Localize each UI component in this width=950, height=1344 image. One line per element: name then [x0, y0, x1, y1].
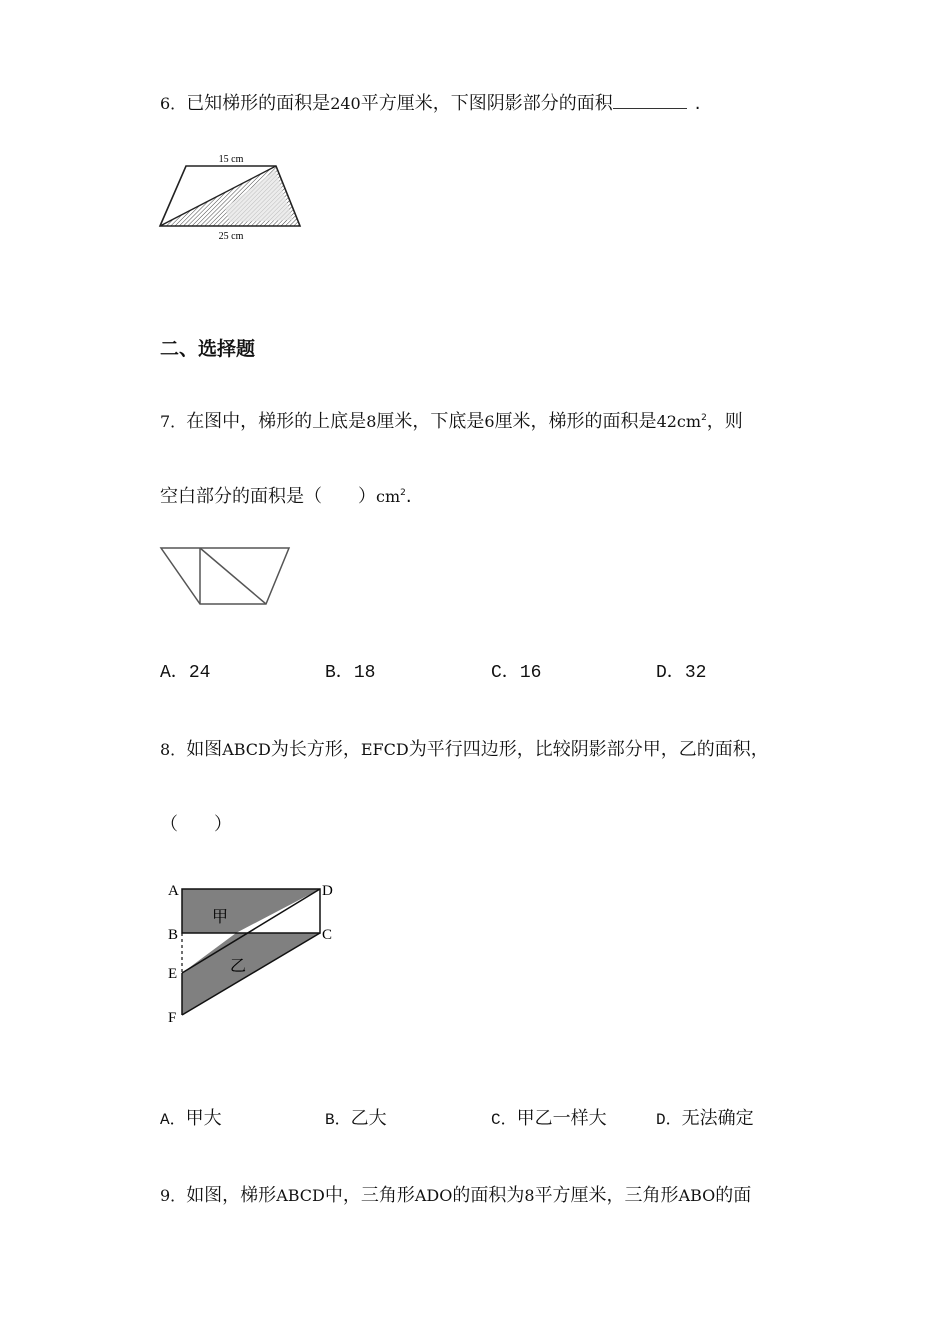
q8-label-d: D	[322, 883, 333, 899]
q7-top-value: 8	[366, 412, 377, 431]
q7-diagonal-line	[200, 548, 266, 604]
q7-bottom-value: 6	[484, 412, 495, 431]
q7-unit-sup: 2	[400, 488, 406, 498]
q9-number: 9．	[160, 1186, 187, 1205]
q9-tri1: ADO	[414, 1186, 453, 1205]
q7-option-d[interactable]	[656, 661, 706, 685]
q7-text-d: ，则	[706, 411, 743, 432]
q7-area-sup: 2	[701, 413, 707, 423]
q8-label-c: C	[322, 927, 333, 943]
q9-text-d: 平方厘米，三角形	[534, 1185, 679, 1206]
q9-text-e: 的面	[715, 1185, 752, 1206]
q9-line1	[160, 1184, 751, 1208]
q7-end-mark: .	[405, 486, 412, 507]
q8-option-c-value: 甲乙一样大	[516, 1108, 607, 1129]
q7-trapezoid-figure	[160, 546, 292, 608]
q7-option-d-letter: D．	[656, 663, 685, 683]
q6-line	[160, 90, 700, 116]
q8-label-e: E	[168, 966, 178, 982]
q7-text-b: 厘米，下底是	[376, 411, 485, 432]
q8-option-a-letter: A．	[160, 1111, 186, 1129]
q8-shaded-jia	[182, 889, 320, 933]
q8-para-name: EFCD	[360, 740, 409, 759]
q8-option-c-letter: C．	[491, 1111, 517, 1129]
q8-line2: （ ）	[160, 814, 232, 835]
q7-number: 7．	[160, 412, 187, 431]
q8-number: 8．	[160, 740, 187, 759]
q7-text-a: 在图中，梯形的上底是	[186, 411, 367, 432]
q8-text-b: 为长方形，	[270, 739, 361, 760]
q8-option-d-value: 无法确定	[681, 1108, 754, 1129]
q7-option-c[interactable]	[491, 661, 541, 685]
q8-option-c[interactable]	[491, 1107, 607, 1132]
q7-option-b-letter: B．	[325, 663, 354, 683]
q6-area-value: 240	[330, 94, 361, 113]
q6-text: 已知梯形的面积是	[186, 93, 331, 114]
q7-option-a-value: 24	[188, 663, 211, 683]
q8-option-d[interactable]	[656, 1107, 754, 1132]
q7-area-value: 42cm	[656, 412, 702, 431]
q7-text-c: 厘米，梯形的面积是	[494, 411, 657, 432]
q8-line1	[160, 738, 769, 762]
q6-trapezoid-figure	[155, 148, 305, 243]
q7-option-b[interactable]	[325, 661, 375, 685]
q7-unit: cm	[376, 487, 401, 506]
q8-label-a: A	[168, 883, 179, 899]
q8-option-a-value: 甲大	[185, 1108, 222, 1129]
q8-text-c: 为平行四边形，比较阴影部分甲，乙的面积，	[408, 739, 769, 760]
q9-trap-name: ABCD	[276, 1186, 325, 1205]
q8-option-b-value: 乙大	[350, 1108, 387, 1129]
q9-area-value: 8	[524, 1186, 535, 1205]
q7-option-a[interactable]	[160, 661, 210, 685]
q7-line2	[160, 481, 412, 509]
q9-text-c: 的面积为	[452, 1185, 525, 1206]
q8-figure	[160, 878, 345, 1028]
q8-option-d-letter: D．	[656, 1111, 682, 1129]
q6-top-label: 15 cm	[218, 154, 244, 165]
q7-option-c-letter: C．	[491, 663, 520, 683]
q8-label-f: F	[168, 1010, 177, 1026]
q8-text-a: 如图	[186, 739, 223, 760]
q8-option-b-letter: B．	[325, 1111, 351, 1129]
q7-trapezoid-outline	[161, 548, 289, 604]
q7-option-a-letter: A．	[160, 663, 189, 683]
q9-text-a: 如图，梯形	[186, 1185, 277, 1206]
q7-line1	[160, 406, 743, 434]
q8-region-yi: 乙	[230, 956, 247, 975]
q8-rect-name: ABCD	[222, 740, 271, 759]
q9-tri2: ABO	[678, 1186, 716, 1205]
q7-option-b-value: 18	[353, 663, 376, 683]
q8-option-b[interactable]	[325, 1107, 387, 1132]
q7-option-d-value: 32	[684, 663, 707, 683]
q8-region-jia: 甲	[212, 907, 229, 926]
q8-label-b: B	[168, 927, 179, 943]
q6-number: 6．	[160, 94, 187, 113]
q7-option-c-value: 16	[519, 663, 542, 683]
q6-end-mark: .	[694, 93, 701, 114]
q9-text-b: 中，三角形	[324, 1185, 415, 1206]
section2-title: 二、选择题	[160, 338, 256, 360]
q6-bottom-label: 25 cm	[218, 231, 244, 242]
q6-text-after: 平方厘米，下图阴影部分的面积	[360, 93, 613, 114]
q6-answer-blank[interactable]	[613, 90, 687, 109]
q8-option-a[interactable]	[160, 1107, 222, 1132]
q7-text-line2: 空白部分的面积是（ ）	[160, 486, 376, 507]
